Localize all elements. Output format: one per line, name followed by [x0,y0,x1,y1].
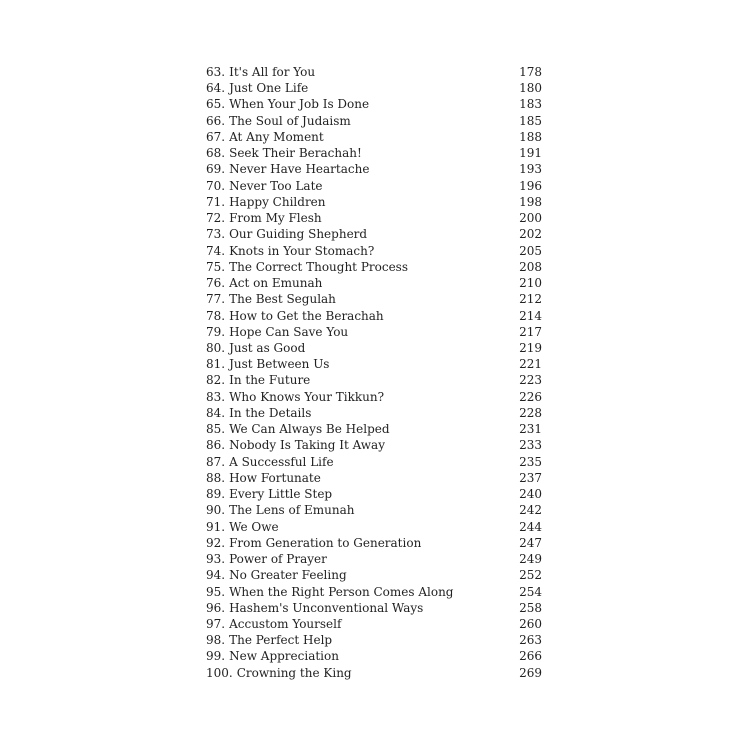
toc-entry-page-number: 226 [519,389,542,404]
toc-entry [206,389,542,405]
toc-entry [206,113,542,129]
toc-entry-page-number: 252 [519,568,542,583]
toc-entry-heading [206,129,519,145]
toc-entry-number: 80. [206,340,226,355]
toc-entry-heading [206,291,519,307]
toc-entry-number: 78. [206,308,226,323]
toc-entry-heading [206,405,519,421]
toc-entry-title: The Correct Thought Process [229,259,408,274]
toc-entry-number: 72. [206,211,226,226]
toc-entry-title: Act on Emunah [229,276,323,291]
toc-entry-number: 87. [206,454,226,469]
toc-entry-title: Seek Their Berachah! [229,146,362,161]
toc-entry-number: 68. [206,146,226,161]
toc-entry-heading [206,145,519,161]
toc-entry-heading [206,486,519,502]
toc-entry [206,356,542,372]
toc-entry-heading [206,259,519,275]
toc-entry-heading [206,226,519,242]
toc-entry-number: 82. [206,373,226,388]
toc-entry-heading [206,567,519,583]
toc-entry [206,291,542,307]
toc-entry-title: The Soul of Judaism [229,113,351,128]
toc-entry-title: The Perfect Help [229,633,333,648]
toc-entry-heading [206,502,519,518]
toc-entry-page-number: 212 [519,292,542,307]
toc-entry [206,178,542,194]
toc-entry-title: No Greater Feeling [229,568,347,583]
toc-entry-heading [206,665,519,681]
toc-entry-title: Power of Prayer [229,552,327,567]
toc-entry-number: 91. [206,519,226,534]
toc-entry-heading [206,356,519,372]
toc-entry-title: In the Future [229,373,311,388]
toc-entry-title: Happy Children [229,194,326,209]
toc-entry-title: How to Get the Berachah [229,308,384,323]
toc-entry-page-number: 223 [519,373,542,388]
toc-entry [206,584,542,600]
toc-entry-number: 71. [206,194,226,209]
toc-entry-number: 73. [206,227,226,242]
toc-entry [206,372,542,388]
toc-entry-page-number: 214 [519,308,542,323]
table-of-contents [206,64,542,681]
toc-entry-number: 100. [206,665,233,680]
toc-entry [206,632,542,648]
toc-entry-page-number: 231 [519,422,542,437]
toc-entry-page-number: 233 [519,438,542,453]
toc-entry [206,340,542,356]
toc-entry-number: 85. [206,422,226,437]
toc-entry-page-number: 205 [519,243,542,258]
toc-entry-page-number: 269 [519,665,542,680]
toc-entry-page-number: 198 [519,194,542,209]
toc-entry-title: A Successful Life [229,454,334,469]
toc-entry-heading [206,519,519,535]
toc-entry-number: 93. [206,552,226,567]
toc-entry-number: 99. [206,649,226,664]
toc-entry-page-number: 260 [519,616,542,631]
toc-entry-title: Every Little Step [229,487,333,502]
toc-entry [206,519,542,535]
toc-entry-page-number: 237 [519,470,542,485]
toc-entry [206,243,542,259]
toc-entry [206,616,542,632]
toc-entry-heading [206,96,519,112]
toc-entry-page-number: 210 [519,276,542,291]
toc-entry [206,259,542,275]
toc-entry-page-number: 263 [519,633,542,648]
toc-entry-page-number: 254 [519,584,542,599]
toc-entry-number: 84. [206,405,226,420]
toc-entry [206,129,542,145]
toc-entry-heading [206,340,519,356]
toc-entry-number: 64. [206,81,226,96]
toc-entry-page-number: 196 [519,178,542,193]
toc-entry-title: It's All for You [229,65,316,79]
toc-entry-title: From My Flesh [229,211,322,226]
toc-entry [206,486,542,502]
toc-entry-heading [206,454,519,470]
toc-entry-number: 89. [206,487,226,502]
toc-entry-heading [206,275,519,291]
toc-entry-page-number: 221 [519,357,542,372]
toc-entry-title: Hope Can Save You [229,324,349,339]
toc-entry [206,535,542,551]
toc-entry-heading [206,437,519,453]
toc-entry-heading [206,600,519,616]
toc-entry [206,194,542,210]
toc-entry-heading [206,584,519,600]
toc-entry-title: Crowning the King [236,665,352,680]
toc-entry-heading [206,80,519,96]
toc-entry-number: 92. [206,535,226,550]
toc-entry-number: 70. [206,178,226,193]
toc-entry-number: 94. [206,568,226,583]
toc-entry-heading [206,161,519,177]
toc-entry-number: 79. [206,324,226,339]
toc-entry-page-number: 188 [519,129,542,144]
toc-entry [206,308,542,324]
toc-entry-title: Just as Good [229,340,306,355]
toc-entry-number: 86. [206,438,226,453]
toc-entry [206,210,542,226]
toc-entry [206,96,542,112]
toc-entry-title: Knots in Your Stomach? [229,243,375,258]
toc-entry-heading [206,421,519,437]
toc-entry-page-number: 202 [519,227,542,242]
toc-entry-page-number: 244 [519,519,542,534]
toc-entry-number: 76. [206,276,226,291]
toc-entry-page-number: 217 [519,324,542,339]
toc-entry [206,145,542,161]
toc-entry-number: 95. [206,584,226,599]
toc-entry-number: 97. [206,616,226,631]
toc-entry-title: When Your Job Is Done [229,97,370,112]
toc-entry-number: 69. [206,162,226,177]
toc-entry-title: Accustom Yourself [229,616,342,631]
toc-entry-title: How Fortunate [229,470,321,485]
toc-entry [206,437,542,453]
toc-entry-title: Nobody Is Taking It Away [229,438,385,453]
toc-entry-title: Just One Life [229,81,309,96]
toc-entry-page-number: 193 [519,162,542,177]
toc-entry-title: New Appreciation [229,649,339,664]
toc-entry-page-number: 185 [519,113,542,128]
toc-entry-heading [206,243,519,259]
toc-entry-title: The Lens of Emunah [229,503,355,518]
toc-entry-page-number: 258 [519,600,542,615]
toc-entry [206,324,542,340]
toc-entry-title: We Owe [229,519,279,534]
toc-entry-heading [206,210,519,226]
toc-entry-title: Who Knows Your Tikkun? [229,389,385,404]
toc-entry-page-number: 242 [519,503,542,518]
toc-entry-heading [206,308,519,324]
toc-entry-number: 96. [206,600,226,615]
toc-entry-title: The Best Segulah [229,292,336,307]
toc-entry-number: 74. [206,243,226,258]
toc-entry [206,226,542,242]
toc-entry-number: 77. [206,292,226,307]
toc-entry [206,454,542,470]
toc-entry [206,470,542,486]
toc-entry-heading [206,324,519,340]
toc-entry-page-number: 249 [519,552,542,567]
toc-entry-page-number: 240 [519,487,542,502]
toc-entry-title: When the Right Person Comes Along [229,584,454,599]
toc-entry-number: 66. [206,113,226,128]
toc-entry-heading [206,470,519,486]
toc-entry-heading [206,194,519,210]
toc-entry [206,421,542,437]
toc-entry-title: We Can Always Be Helped [229,422,390,437]
toc-entry-heading [206,64,519,80]
toc-entry [206,600,542,616]
toc-entry-page-number: 208 [519,259,542,274]
toc-entry-page-number: 235 [519,454,542,469]
toc-entry-heading [206,551,519,567]
toc-entry-number: 81. [206,357,226,372]
toc-entry-page-number: 266 [519,649,542,664]
toc-entry-heading [206,372,519,388]
toc-entry-number: 67. [206,129,226,144]
toc-entry-page-number: 180 [519,81,542,96]
toc-entry-number: 90. [206,503,226,518]
toc-entry [206,161,542,177]
toc-entry [206,80,542,96]
toc-entry-number: 65. [206,97,226,112]
toc-entry-page-number: 200 [519,211,542,226]
toc-entry-heading [206,632,519,648]
toc-entry [206,665,542,681]
toc-entry [206,275,542,291]
toc-entry-number: 88. [206,470,226,485]
toc-entry-title: Never Too Late [229,178,323,193]
toc-entry-title: Never Have Heartache [229,162,370,177]
toc-entry-title: In the Details [229,405,312,420]
toc-entry-number: 75. [206,259,226,274]
toc-entry-page-number: 247 [519,535,542,550]
toc-entry [206,64,542,80]
toc-entry-title: Our Guiding Shepherd [229,227,368,242]
toc-entry-title: Just Between Us [229,357,330,372]
toc-entry-page-number: 228 [519,405,542,420]
toc-entry [206,648,542,664]
toc-entry-number: 63. [206,65,226,79]
toc-entry-page-number: 183 [519,97,542,112]
toc-entry [206,551,542,567]
toc-entry [206,405,542,421]
toc-entry-heading [206,178,519,194]
toc-entry-page-number: 178 [519,65,542,79]
toc-entry-heading [206,535,519,551]
toc-entry-heading [206,616,519,632]
toc-entry-heading [206,389,519,405]
toc-entry-page-number: 191 [519,146,542,161]
toc-entry-title: From Generation to Generation [229,535,422,550]
toc-entry-page-number: 219 [519,340,542,355]
toc-entry-heading [206,648,519,664]
toc-entry-number: 83. [206,389,226,404]
toc-entry-heading [206,113,519,129]
toc-entry [206,502,542,518]
toc-entry-number: 98. [206,633,226,648]
toc-entry-title: At Any Moment [229,129,324,144]
toc-entry [206,567,542,583]
toc-entry-title: Hashem's Unconventional Ways [229,600,424,615]
